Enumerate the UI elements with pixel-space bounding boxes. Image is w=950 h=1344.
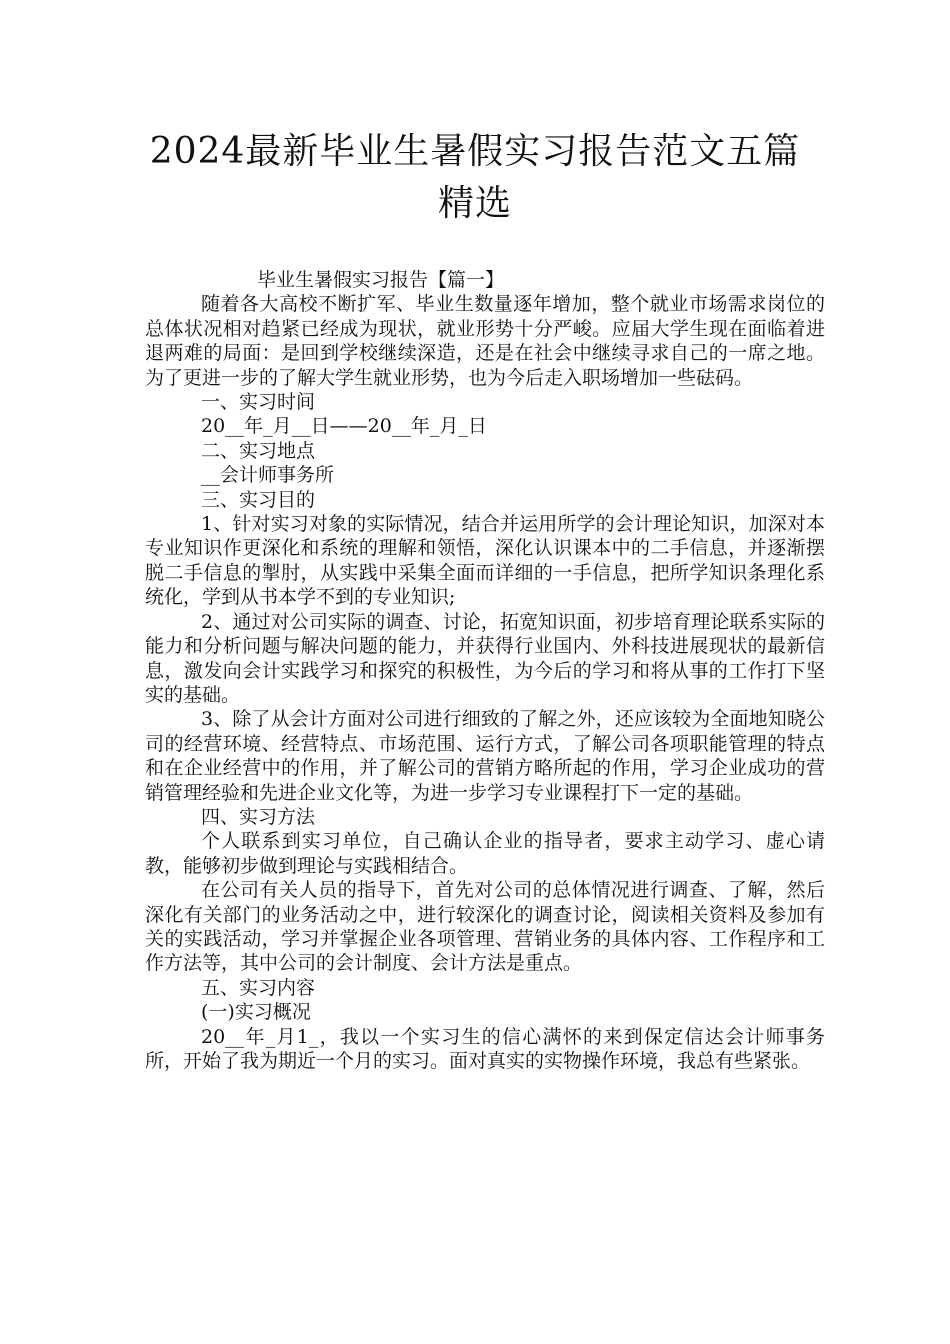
heading-internship-method: 四、实习方法 <box>201 805 316 828</box>
overview-paragraph: 20__年_月1_，我以一个实习生的信心满怀的来到保定信达会计师事务所，开始了我为期近一个月的实习。面对真实的实物操作环境，我总有些紧张。 <box>145 1025 825 1072</box>
paragraph-intro: 随着各大高校不断扩军、毕业生数量逐年增加，整个就业市场需求岗位的总体状况相对趋紧已经成为现状，就业形势十分严峻。应届大学生现在面临着进退两难的局面：是回到学校继续深造，还是在社会中继续寻求自己的一席之地。为了更进一步的了解大学生就业形势，也为今后走入职场增加一些砝码。 <box>145 293 825 389</box>
heading-internship-location: 二、实习地点 <box>201 439 316 462</box>
internship-date-range: 20__年_月__日——20__年_月_日 <box>201 415 487 438</box>
purpose-item-2: 2、通过对公司实际的调查、讨论，拓宽知识面，初步培育理论联系实际的能力和分析问题与解决问题的能力，并获得行业国内、外科技进展现状的最新信息，激发向会计实践学习和探究的积极性，为今后的学习和将从事的工作打下坚实的基础。 <box>145 610 825 706</box>
method-paragraph-1: 个人联系到实习单位，自己确认企业的指导者，要求主动学习、虚心请教，能够初步做到理论与实践相结合。 <box>145 830 825 877</box>
purpose-item-1: 1、针对实习对象的实际情况，结合并运用所学的会计理论知识，加深对本专业知识作更深化和系统的理解和领悟，深化认识课本中的二手信息，并逐渐摆脱二手信息的掣肘，从实践中采集全面而详细的一手信息，把所学知识条理化系统化，学到从书本学不到的专业知识; <box>145 513 825 609</box>
heading-internship-content: 五、实习内容 <box>201 976 316 999</box>
section-heading: 毕业生暑假实习报告【篇一】 <box>257 269 505 291</box>
subheading-overview: (一)实习概况 <box>201 1001 311 1024</box>
internship-location: __会计师事务所 <box>201 464 335 487</box>
method-paragraph-2: 在公司有关人员的指导下，首先对公司的总体情况进行调查、了解，然后深化有关部门的业务活动之中，进行较深化的调查讨论，阅读相关资料及参加有关的实践活动，学习并掌握企业各项管理、营销业务的具体内容、工作程序和工作方法等，其中公司的会计制度、会计方法是重点。 <box>145 879 825 975</box>
heading-internship-purpose: 三、实习目的 <box>201 488 316 511</box>
document-title: 2024最新毕业生暑假实习报告范文五篇精选 <box>149 131 801 224</box>
article-body <box>145 268 825 1073</box>
purpose-item-3: 3、除了从会计方面对公司进行细致的了解之外，还应该较为全面地知晓公司的经营环境、经营特点、市场范围、运行方式，了解公司各项职能管理的特点和在企业经营中的作用，并了解公司的营销方略所起的作用，学习企业成功的营销管理经验和先进企业文化等，为进一步学习专业课程打下一定的基础。 <box>145 708 825 804</box>
heading-internship-time: 一、实习时间 <box>201 391 316 414</box>
